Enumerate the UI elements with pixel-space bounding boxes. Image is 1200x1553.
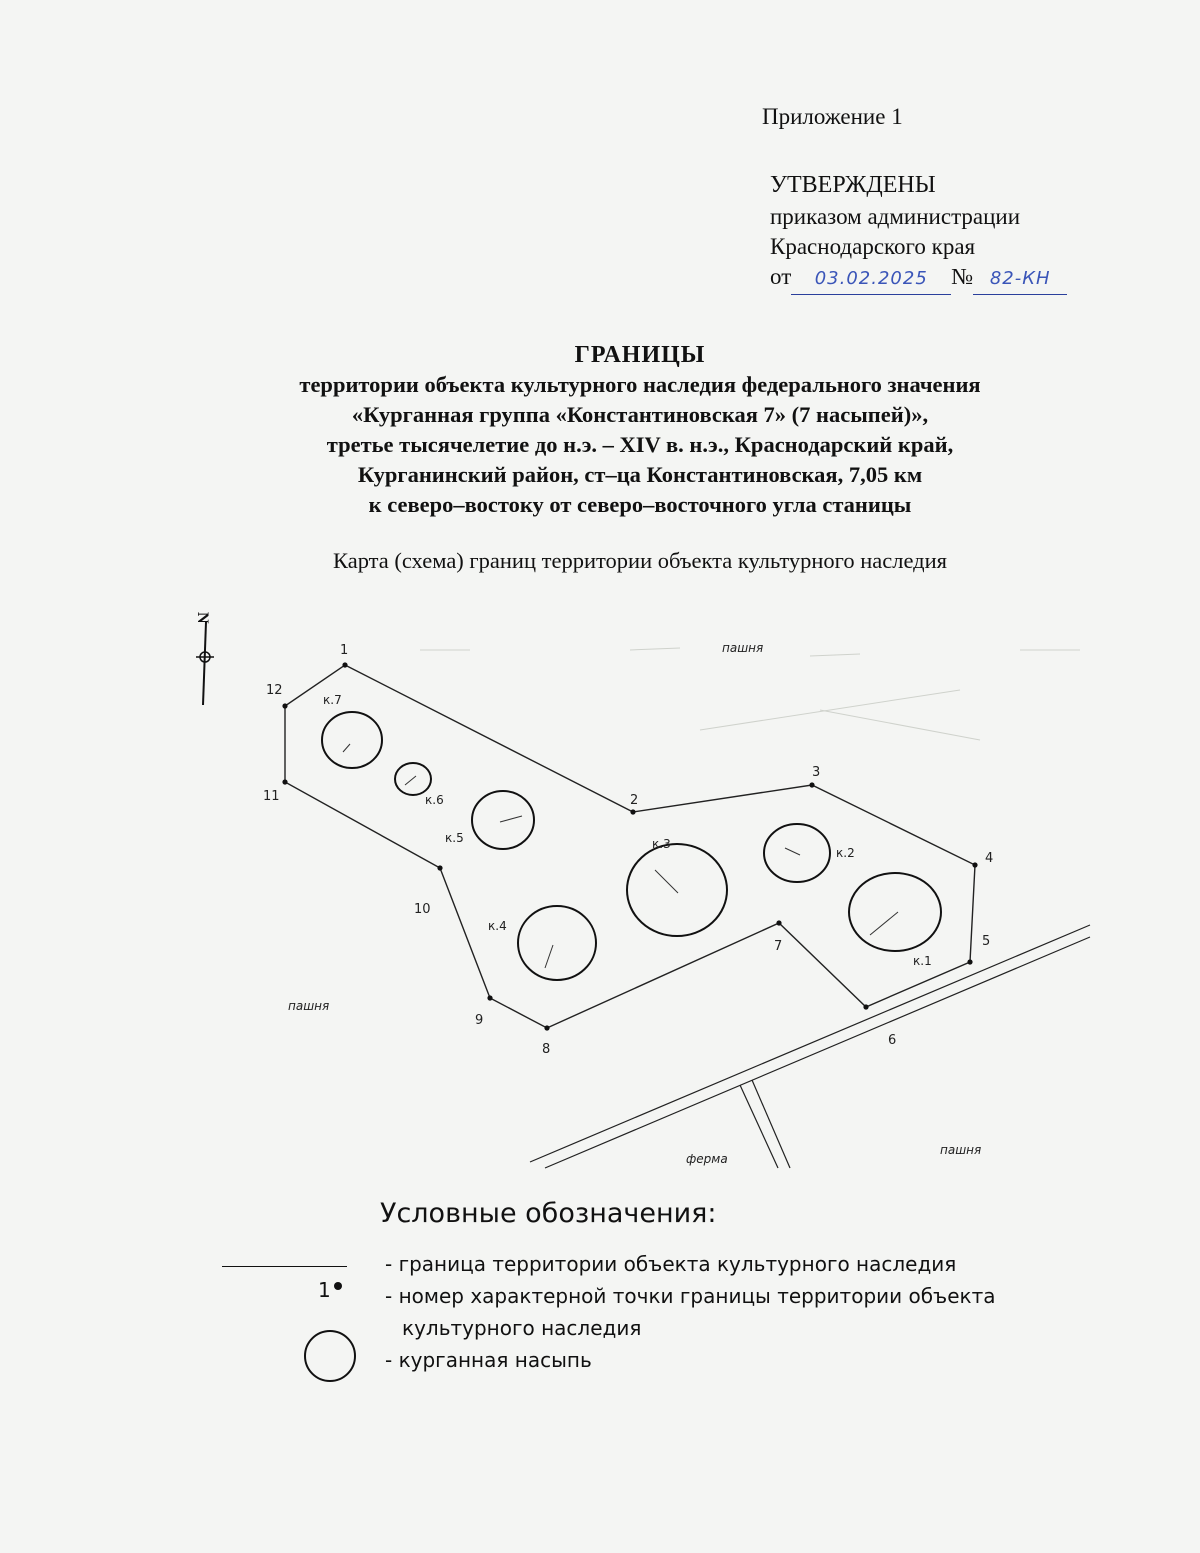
north-arrow-shaft [203,622,206,705]
kurgan-label-1: к.1 [913,954,932,968]
legend-boundary-text: - граница территории объекта культурного наследия [385,1252,957,1276]
date-prefix: от [770,264,792,289]
boundary-point-4 [972,862,977,867]
north-label: N [194,612,211,624]
kurgan-label-4: к.4 [488,919,507,933]
legend-point-text: - номер характерной точки границы территории объекта [385,1284,996,1308]
legend [0,1198,1200,1418]
title-line-2: «Курганная группа «Константиновская 7» (7 насыпей)», [351,402,929,427]
appendix-label: Приложение 1 [762,104,903,129]
boundary-point-7 [776,920,781,925]
number-prefix: № [951,264,974,289]
point-label-7: 7 [774,939,783,954]
approval-block [762,102,1067,295]
map-background-lines [420,648,1080,740]
road-edge-lower [545,937,1090,1168]
map-subtitle: Карта (схема) границ территории объекта культурного наследия [333,548,947,573]
kurgan-4 [518,906,596,980]
legend-point-symbol [318,1278,342,1302]
point-label-12: 12 [266,683,283,698]
boundary-point-5 [967,959,972,964]
approval-date-line [770,262,1067,295]
point-label-3: 3 [812,765,821,780]
kurgan-3 [627,844,727,936]
title-line-1: территории объекта культурного наследия федерального значения [299,372,981,397]
roads [530,925,1090,1168]
legend-point-dot [334,1282,342,1290]
date-field [791,262,951,295]
kurgan-7 [322,712,382,768]
boundary-point-10 [437,865,442,870]
kurgan-label-6: к.6 [425,793,444,807]
point-label-8: 8 [542,1042,551,1057]
legend-point-text-cont: культурного наследия [402,1316,642,1340]
kurgan-label-5: к.5 [445,831,464,845]
legend-boundary-symbol [222,1266,347,1267]
point-label-6: 6 [888,1033,897,1048]
area-label-field-left: пашня [288,999,330,1013]
point-label-11: 11 [263,789,280,804]
point-label-5: 5 [982,934,991,949]
title-main: ГРАНИЦЫ [574,342,706,368]
title-line-5: к северо–востоку от северо–восточного угла станицы [368,492,912,517]
point-label-1: 1 [340,643,349,658]
legend-heading: Условные обозначения: [380,1198,717,1229]
title-line-4: Курганинский район, ст–ца Константиновская, 7,05 км [357,462,923,487]
boundary-point-1 [342,662,347,667]
point-label-2: 2 [630,793,639,808]
road-edge-upper [530,925,1090,1162]
approved-label: УТВЕРЖДЕНЫ [770,172,936,198]
boundary-point-6 [863,1004,868,1009]
title-line-3: третье тысячелетие до н.э. – XIV в. н.э., Краснодарский край, [326,432,954,457]
legend-mound-text: - курганная насыпь [385,1348,592,1372]
boundary-point-12 [282,703,287,708]
boundary-point-3 [809,782,814,787]
north-arrow [194,612,214,705]
point-label-9: 9 [475,1013,484,1028]
boundary-point-9 [487,995,492,1000]
date-value: 03.02.2025 [814,268,928,289]
boundary-point-markers [282,662,977,1030]
boundary-point-8 [544,1025,549,1030]
point-label-10: 10 [414,902,431,917]
boundary-point-2 [630,809,635,814]
document-title [0,340,1200,520]
legend-mound-symbol [304,1330,356,1382]
boundary-point-11 [282,779,287,784]
point-label-4: 4 [985,851,994,866]
kurgan-2 [764,824,830,882]
area-label-field-top: пашня [722,641,764,655]
boundary-map [0,590,1200,1190]
approved-region-line: Краснодарского края [770,234,976,259]
legend-point-number: 1 [318,1278,331,1302]
area-label-field-bottom: пашня [940,1143,982,1157]
kurgan-label-2: к.2 [836,846,855,860]
kurgan-1 [849,873,941,951]
kurgan-label-7: к.7 [323,693,342,707]
kurgan-5 [472,791,534,849]
area-label-farm: ферма [686,1152,728,1166]
number-field [973,262,1067,295]
approved-by-line: приказом администрации [770,204,1021,229]
number-value: 82-КН [989,268,1051,289]
kurgan-label-3: к.3 [652,837,671,851]
